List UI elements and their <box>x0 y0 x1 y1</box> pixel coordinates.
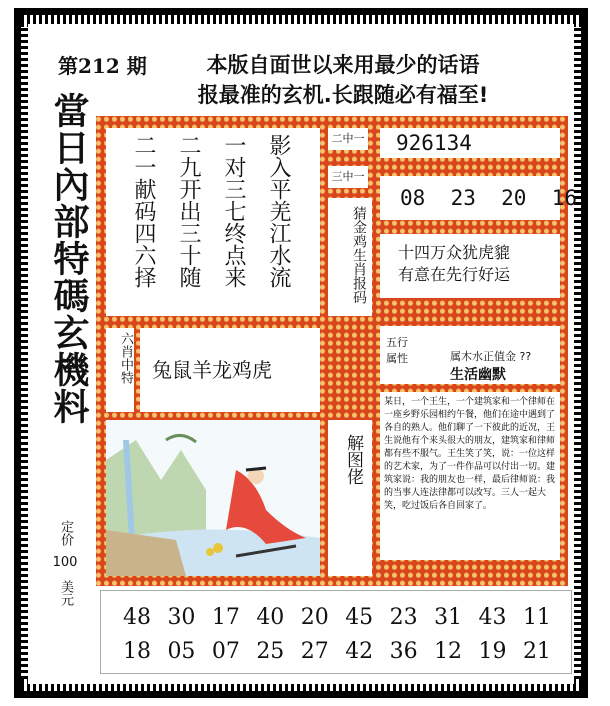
er-zhong-yi-label: 二中一 <box>328 128 368 150</box>
cartoon-illustration <box>106 420 320 576</box>
headline-line-1: 本版自面世以来用最少的话语 <box>206 53 480 77</box>
number-cell: 31 <box>434 605 463 630</box>
san-zhong-yi-label: 三中一 <box>328 166 368 188</box>
six-zodiac-value: 兔鼠羊龙鸡虎 <box>140 328 320 412</box>
six-zodiac-label-box <box>106 328 134 412</box>
number-cell: 11 <box>522 605 551 630</box>
wuxing-label-2: 属性 <box>386 352 408 365</box>
poem-column-3: 二九开出三十随 <box>176 134 201 288</box>
number-cell: 27 <box>300 639 329 664</box>
number-cell: 42 <box>345 639 374 664</box>
number-cell: 17 <box>211 605 240 630</box>
number-cell: 19 <box>478 639 507 664</box>
number-cell: 40 <box>256 605 285 630</box>
bottom-number-grid <box>100 590 572 674</box>
er-zhong-yi-value: 926134 <box>380 128 560 158</box>
poem-column-2: 一对三七终点来 <box>221 134 246 288</box>
guess-label-box <box>328 198 372 316</box>
jie-tu-lao: 解图佬 <box>343 434 363 485</box>
guess-label: 猜金鸡生肖报码 <box>351 206 367 304</box>
headline-line-2: 报最准的玄机.长跟随必有福至! <box>197 83 489 107</box>
number-cell: 20 <box>300 605 329 630</box>
number-cell: 18 <box>123 639 151 664</box>
number-cell: 45 <box>345 605 374 630</box>
number-cell: 48 <box>123 605 151 630</box>
cartoon-scene-image <box>106 420 320 576</box>
number-cell: 30 <box>167 605 196 630</box>
poem-column-1: 影入平羌江水流 <box>266 134 291 288</box>
price-amount: 100 <box>52 555 78 570</box>
wuxing-label-1: 五行 <box>386 336 408 349</box>
humor-text: 某日，一个王生，一个建筑家和一个律师在一座乡野乐园相约午餐，他们在途中遇到了各自的熟人。他们聊了一下彼此的近况，王生说他有个来头很大的朋友，建筑家和律师都有些不服气。王生笑了笑，说：一位这样的艺术家，为了一件作品可以付出一切。建筑家说：我的朋友也一样，最后律师说：我的当事人连法律都可以改写。三人一起大笑，吃过饭后各自回家了。 <box>380 392 560 560</box>
number-cell: 25 <box>256 639 285 664</box>
poem-column-4: 二一献码四六择 <box>131 134 156 288</box>
number-cell: 43 <box>478 605 507 630</box>
poem-block <box>106 128 320 316</box>
number-cell: 07 <box>211 639 240 664</box>
wuxing-box <box>380 326 560 384</box>
number-cell: 05 <box>167 639 196 664</box>
price-label: 定价 <box>58 520 73 546</box>
number-cell: 21 <box>522 639 551 664</box>
price-block <box>52 520 78 606</box>
wuxing-value: 属木水正值金 ?? <box>450 350 532 363</box>
issue-number: 第212 期 <box>58 54 147 78</box>
san-zhong-yi-value: 08 23 20 16 <box>380 176 560 220</box>
number-cell: 12 <box>434 639 463 664</box>
vertical-title: 當日內部特碼玄機料 <box>48 92 89 425</box>
number-row-1 <box>117 605 557 630</box>
humor-title: 生活幽默 <box>450 367 506 383</box>
riddle-box <box>380 234 560 298</box>
headline <box>128 50 558 110</box>
number-row-2 <box>117 639 557 664</box>
number-cell: 23 <box>389 605 418 630</box>
six-zodiac-label: 六肖中特 <box>118 332 133 384</box>
price-unit: 美元 <box>58 580 73 606</box>
number-cell: 36 <box>389 639 418 664</box>
riddle-line-2: 有意在先行好运 <box>398 265 511 284</box>
jie-tu-lao-box <box>328 420 372 576</box>
riddle-line-1: 十四万众犹虎貔 <box>398 243 511 262</box>
